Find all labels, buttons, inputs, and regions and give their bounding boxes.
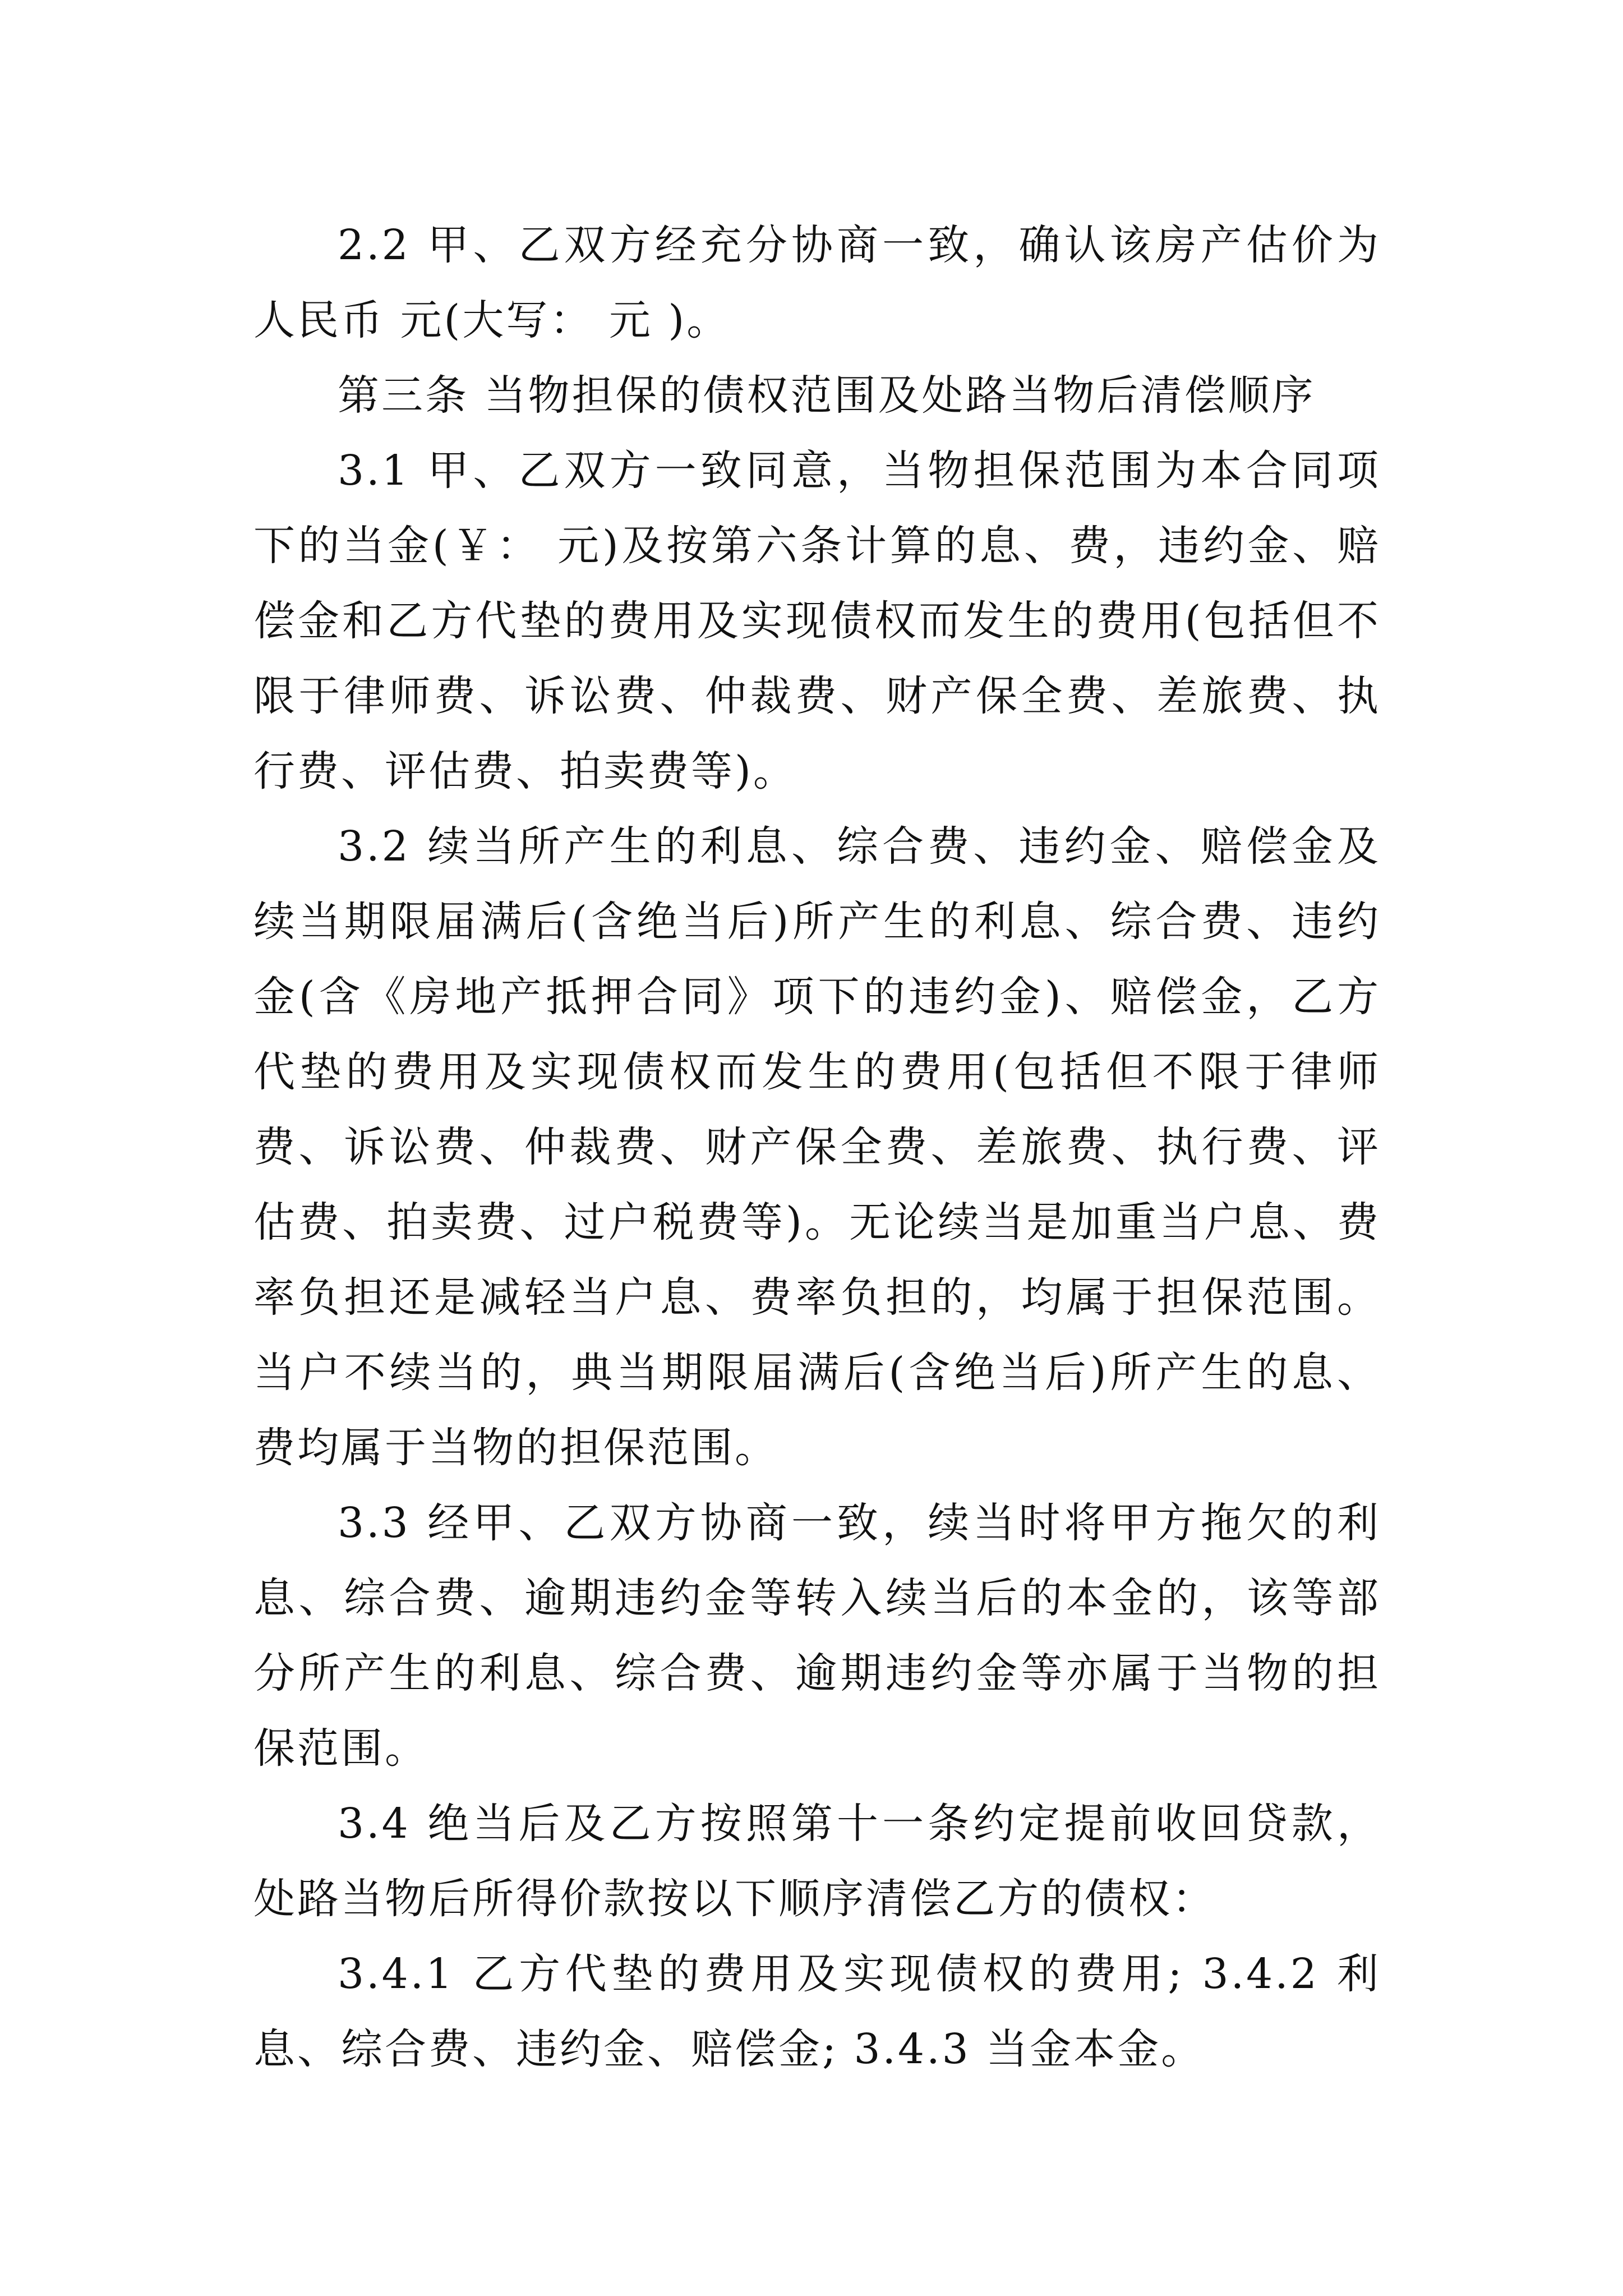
clause-3-4: 3.4 绝当后及乙方按照第十一条约定提前收回贷款，处路当物后所得价款按以下顺序清偿乙方的债权： bbox=[253, 1800, 1381, 1923]
clause-3-3: 3.3 经甲、乙双方协商一致，续当时将甲方拖欠的利息、综合费、逾期违约金等转入续当后的本金的，该等部分所产生的利息、综合费、逾期违约金等亦属于当物的担保范围。 bbox=[253, 1499, 1381, 1773]
clause-2-2: 2.2 甲、乙双方经充分协商一致，确认该房产估价为人民币 元(大写： 元 )。 bbox=[253, 221, 1381, 344]
clause-3-2: 3.2 续当所产生的利息、综合费、违约金、赔偿金及续当期限届满后(含绝当后)所产生的利息、综合费、违约金(含《房地产抵押合同》项下的违约金)、赔偿金，乙方代垫的费用及实现债权而发生的费用(包括但不限于律师费、诉讼费、仲裁费、财产保全费、差旅费、执行费、评估费、拍卖费、过户税费等)。无论续当是加重当户息、费率负担还是减轻当户息、费率负担的，均属于担保范围。当户不续当的，典当期限届满后(含绝当后)所产生的息、费均属于当物的担保范围。 bbox=[253, 822, 1381, 1472]
document-body bbox=[253, 208, 1381, 2087]
clause-3-4-subitems: 3.4.1 乙方代垫的费用及实现债权的费用; 3.4.2 利息、综合费、违约金、赔偿金; 3.4.3 当金本金。 bbox=[253, 1950, 1381, 2073]
clause-3-1: 3.1 甲、乙双方一致同意，当物担保范围为本合同项下的当金(￥： 元)及按第六条计算的息、费，违约金、赔偿金和乙方代垫的费用及实现债权而发生的费用(包括但不限于律师费、诉讼费、仲裁费、财产保全费、差旅费、执行费、评估费、拍卖费等)。 bbox=[253, 447, 1381, 795]
article-3-heading: 第三条 当物担保的债权范围及处路当物后清偿顺序 bbox=[338, 371, 1316, 420]
